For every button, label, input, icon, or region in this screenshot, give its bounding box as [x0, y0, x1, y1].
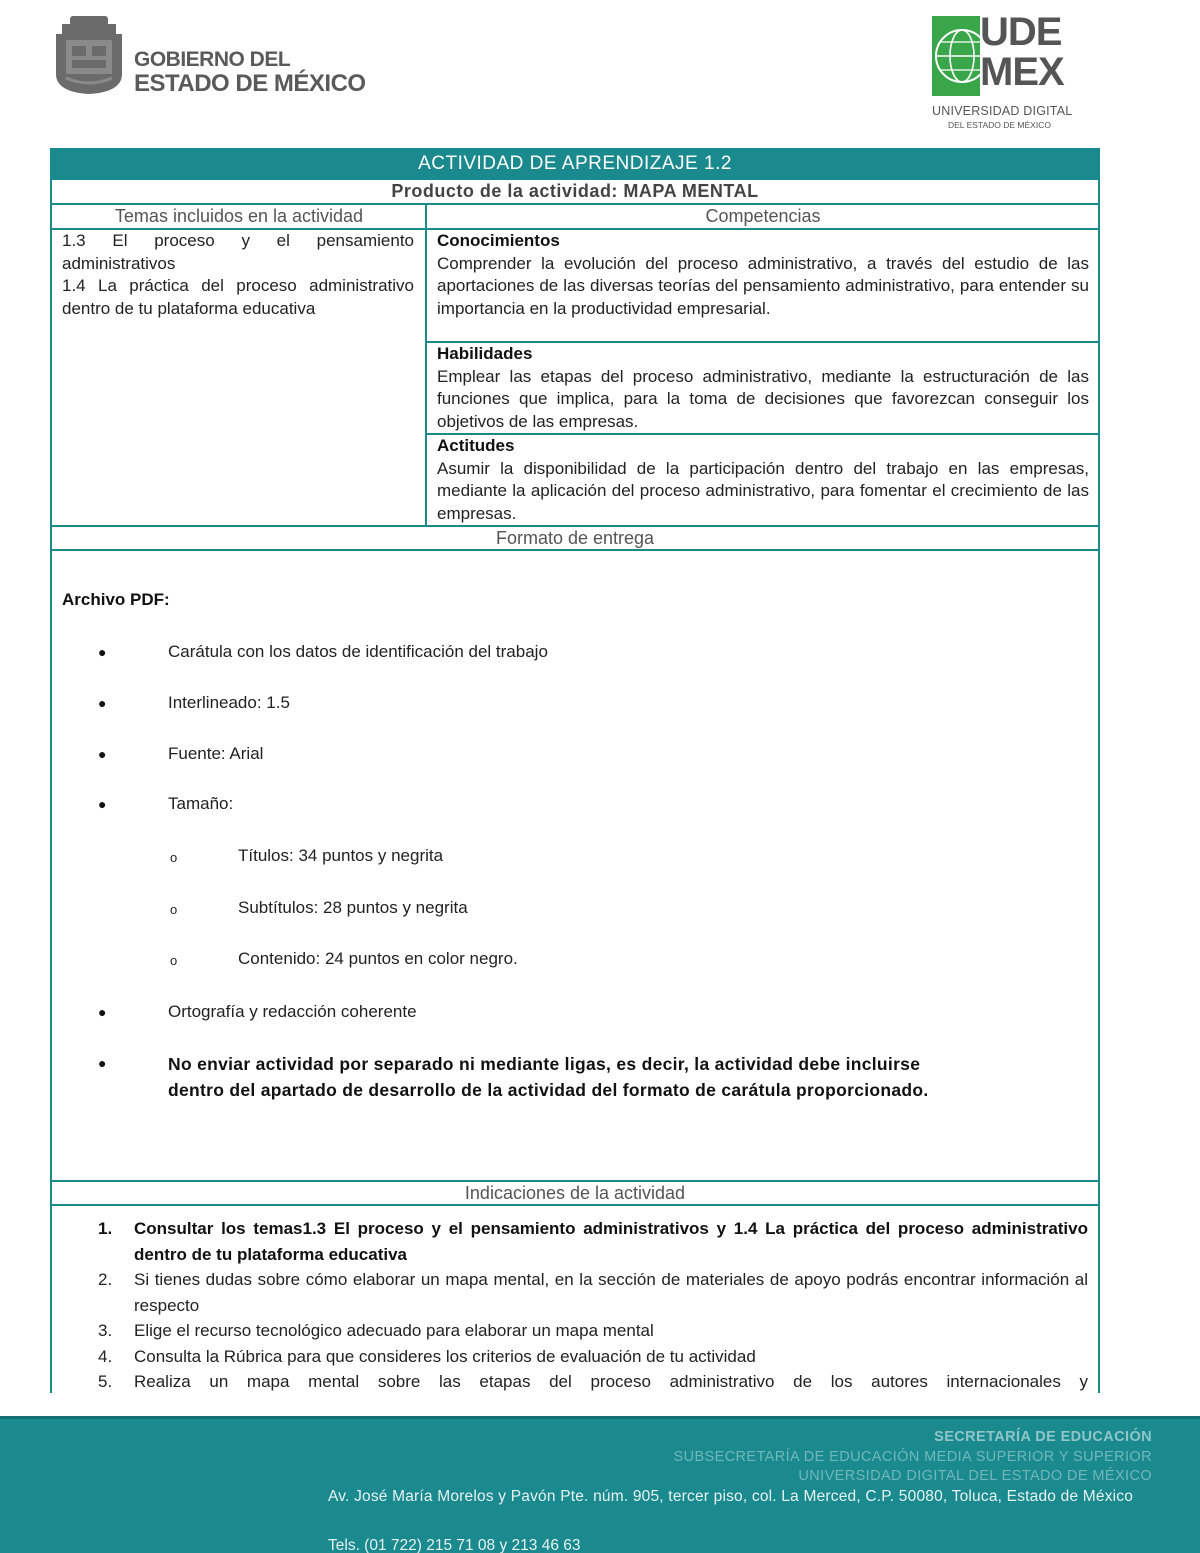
list-item: 4. Consulta la Rúbrica para que consideres los criterios de evaluación de tu actividad [98, 1346, 756, 1366]
coat-of-arms-icon [52, 14, 126, 96]
udemex-subtitle-2: DEL ESTADO DE MÉXICO [948, 120, 1051, 130]
divider [52, 549, 1098, 551]
activity-table [50, 148, 1100, 1393]
indicacion-text: Si tienes dudas sobre cómo elaborar un mapa mental, en la sección de materiales de apoyo podrás encontrar información al respecto [134, 1270, 1088, 1315]
divider [52, 1204, 1098, 1206]
footer-secretaria: SECRETARÍA DE EDUCACIÓN [934, 1429, 1152, 1445]
tema-item: 1.4 La práctica del proceso administrativo dentro de tu plataforma educativa [62, 276, 414, 319]
sub-bullet-icon: o [170, 953, 178, 968]
temas-header: Temas incluidos en la actividad [114, 206, 364, 226]
tema-item: 1.3 El proceso y el pensamiento administrativos [62, 231, 414, 273]
udemex-logo [928, 12, 1078, 132]
page-footer [0, 1416, 1200, 1553]
indicacion-text: Realiza un mapa mental sobre las etapas del proceso administrativo de los autores internacionales y [134, 1372, 1088, 1391]
habilidades-title: Habilidades [437, 344, 533, 363]
indicaciones-heading: Indicaciones de la actividad [52, 1180, 1098, 1205]
footer-subsecretaria: SUBSECRETARÍA DE EDUCACIÓN MEDIA SUPERIOR Y SUPERIOR [673, 1449, 1152, 1465]
gov-line-2: ESTADO DE MÉXICO [134, 70, 366, 97]
format-subitem: Subtítulos: 28 puntos y negrita [238, 898, 468, 917]
column-divider [425, 203, 427, 525]
archivo-label: Archivo PDF: [62, 590, 170, 609]
column-headers-row [52, 203, 1098, 228]
format-item: Ortografía y redacción coherente [168, 1002, 417, 1021]
list-item: 3. Elige el recurso tecnológico adecuado para elaborar un mapa mental [98, 1321, 654, 1340]
format-item: Interlineado: 1.5 [168, 693, 290, 712]
udemex-line-1: UDE [980, 10, 1062, 54]
actitudes-title: Actitudes [437, 436, 515, 455]
warning-text [168, 1051, 1068, 1103]
indicaciones-list [98, 1216, 1088, 1395]
list-item: 2. Si tienes dudas sobre cómo elaborar un mapa mental, en la sección de materiales de apoyo podrás encontrar información al respecto [98, 1270, 1088, 1315]
indicacion-text: Consultar los temas1.3 El proceso y el pensamiento administrativos y 1.4 La práctica del proceso administrativo dentro de tu plataforma educativa [134, 1219, 1088, 1264]
udemex-wordmark [980, 12, 1064, 92]
competencias-header: Competencias [705, 206, 821, 226]
product-row: Producto de la actividad: MAPA MENTAL [52, 178, 1098, 203]
gobierno-estado-mexico-logo [52, 14, 392, 98]
formato-heading: Formato de entrega [52, 525, 1098, 550]
footer-address: Av. José María Morelos y Pavón Pte. núm. 905, tercer piso, col. La Merced, C.P. 50080, Toluca, Estado de México [328, 1488, 1134, 1505]
footer-telephone: Tels. (01 722) 215 71 08 y 213 46 63 [328, 1537, 581, 1553]
format-subitem: Títulos: 34 puntos y negrita [238, 846, 444, 865]
actitudes-text: Asumir la disponibilidad de la participación dentro del trabajo en las empresas, mediante la aplicación del proceso administrativo, para fomentar el crecimiento de las empresas. [437, 458, 1089, 524]
sub-bullet-icon: o [170, 850, 178, 865]
gobierno-wordmark [134, 48, 366, 96]
list-item: 1. Consultar los temas1.3 El proceso y el pensamiento administrativos y 1.4 La práctica del proceso administrativo dentro de tu plataforma educativa [98, 1219, 1088, 1264]
format-item: Tamaño: [168, 794, 234, 813]
format-item: Carátula con los datos de identificación del trabajo [168, 642, 548, 661]
format-subitem: Contenido: 24 puntos en color negro. [238, 949, 518, 968]
warning-line-1: No enviar actividad por separado ni mediante ligas, es decir, la actividad debe incluirse [168, 1054, 921, 1074]
temas-cell [62, 230, 414, 321]
indicacion-text: Elige el recurso tecnológico adecuado para elaborar un mapa mental [134, 1321, 654, 1340]
habilidades-text: Emplear las etapas del proceso administrativo, mediante la estructuración de las funciones que implica, para la toma de decisiones que favorezcan conseguir los objetivos de las empresas. [437, 366, 1089, 432]
udemex-subtitle: UNIVERSIDAD DIGITAL [932, 104, 1073, 118]
sub-bullet-icon: o [170, 902, 178, 917]
warning-line-2: dentro del apartado de desarrollo de la actividad del formato de carátula proporcionado. [168, 1080, 929, 1100]
bullet-icon: ● [98, 746, 107, 762]
conocimientos-cell [437, 230, 1089, 321]
bullet-icon: ● [98, 796, 107, 812]
actitudes-cell [437, 435, 1089, 526]
bullet-icon: ● [98, 1004, 107, 1020]
conocimientos-text: Comprender la evolución del proceso administrativo, a través del estudio de las aportaciones de las diversas teorías del pensamiento administrativo, para entender su importancia en la productividad empresarial. [437, 253, 1089, 319]
format-item: Fuente: Arial [168, 744, 264, 763]
footer-universidad: UNIVERSIDAD DIGITAL DEL ESTADO DE MÉXICO [798, 1468, 1152, 1484]
habilidades-cell [437, 343, 1089, 434]
conocimientos-title: Conocimientos [437, 231, 560, 250]
activity-title: ACTIVIDAD DE APRENDIZAJE 1.2 [52, 150, 1098, 178]
bullet-icon: ● [98, 695, 107, 711]
globe-icon [932, 16, 980, 96]
udemex-line-2: MEX [980, 50, 1064, 94]
gov-line-1: GOBIERNO DEL [134, 48, 291, 71]
bullet-icon: ● [98, 1055, 107, 1071]
bullet-icon: ● [98, 644, 107, 660]
indicacion-text: Consulta la Rúbrica para que consideres los criterios de evaluación de tu actividad [134, 1346, 756, 1366]
list-item: 5. Realiza un mapa mental sobre las etapas del proceso administrativo de los autores internacionales y [98, 1372, 1088, 1391]
